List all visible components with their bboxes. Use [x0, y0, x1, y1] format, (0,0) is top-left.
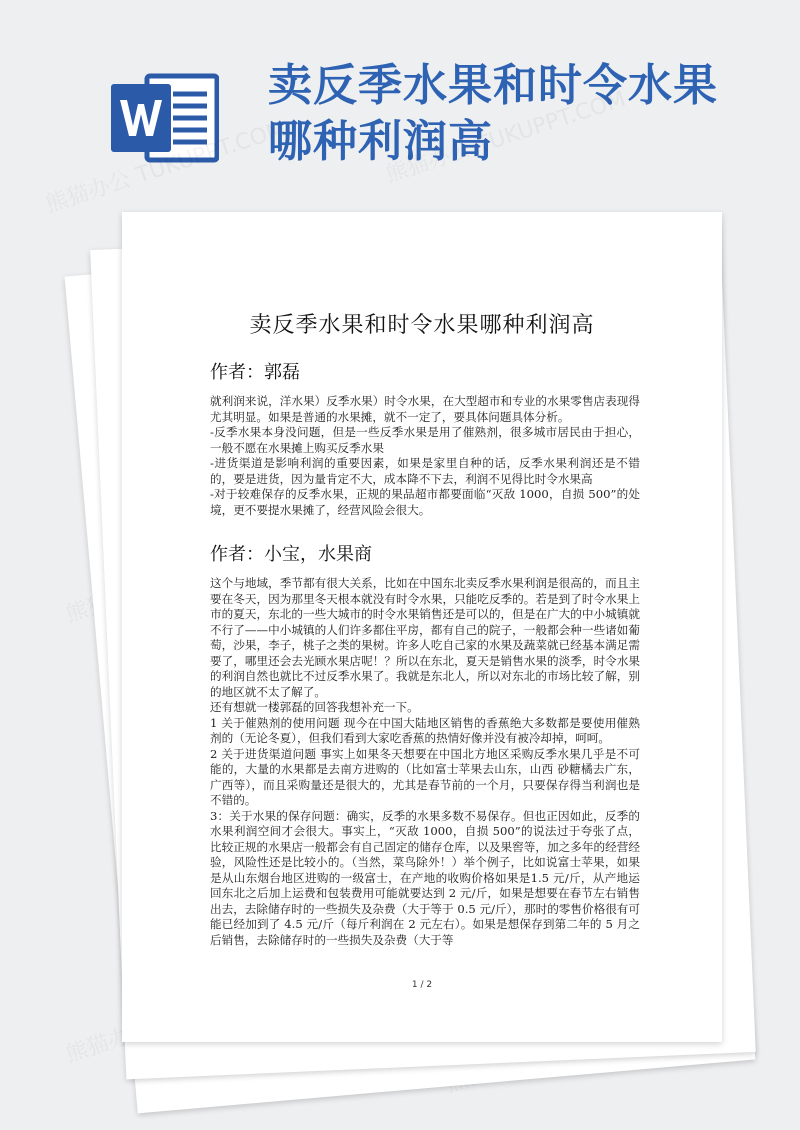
page-number: 1 / 2 [411, 980, 433, 990]
section1-body: 就利润来说，洋水果）反季水果）时令水果，在大型超市和专业的水果零售店表现得尤其明显。如果是普通的水果摊，就不一定了，要具体问题具体分析。 -反季水果本身没问题，但是一些反季水果是用了催熟剂，很多城市居民由于担心，一般不愿在水果摊上购买反季水果 -进货渠道是影响利润的重要因素，如果是家里自种的话，反季水果利润还是不错的，要是进货，因为量肯定不大，成本降不下去，利润不见得比时令水果高 -对于较难保存的反季水果，正规的果品超市都要面临“灭敌 1000，自损 500”的处境，更不要提水果摊了，经营风险会很大。 [210, 394, 640, 517]
section2-author: 作者：小宝，水果商 [210, 544, 372, 565]
document-title: 卖反季水果和时令水果哪种利润高 [249, 313, 595, 338]
promo-title-line2: 哪种利润高 [268, 116, 493, 167]
word-document-icon [111, 70, 219, 166]
promo-title-line1: 卖反季水果和时令水果 [268, 60, 718, 111]
section2-body: 这个与地域，季节都有很大关系，比如在中国东北卖反季水果利润是很高的，而且主要在冬天，因为那里冬天根本就没有时令水果，只能吃反季的。若是到了时令水果上市的夏天，东北的一些大城市的时令水果销售还是可以的，但是在广大的中小城镇就不行了——中小城镇的人们许多都住平房，都有自己的院子，一般都会种一些诸如葡萄，沙果，李子，桃子之类的果树。许多人吃自己家的水果及蔬菜就已经基本满足需要了，哪里还会去光顾水果店呢！？所以在东北，夏天是销售水果的淡季，时令水果的利润自然也就比不过反季水果了。我就是东北人，所以对东北的市场比较了解，别的地区就不太了解了。 还有想就一楼郭磊的回答我想补充一下。 1 关于催熟剂的使用问题 现今在中国大陆地区销售的香蕉绝大多数都是要使用催熟剂的（无论冬夏），但我们看到大家吃香蕉的热情好像并没有被冷却掉，呵呵。 2 关于进货渠道问题 事实上如果冬天想要在中国北方地区采购反季水果几乎是不可能的，大量的水果都是去南方进购的（比如富士苹果去山东，山西 砂糖橘去广东，广西等），而且采购量还是很大的，尤其是春节前的一个月，只要保存得当利润也是不错的。 3：关于水果的保存问题：确实，反季的水果多数不易保存。但也正因如此，反季的水果利润空间才会很大。事实上，“灭敌 1000，自损 500”的说法过于夸张了点，比较正规的水果店一般都会有自己固定的储存仓库，以及果窖等，加之多年的经营经验，风险性还是比较小的。（当然，菜鸟除外！）举个例子，比如说富士苹果，如果是从山东烟台地区进购的一级富士，在产地的收购价格如果是1.5 元/斤，从产地运回东北之后加上运费和包装费用可能就要达到 2 元/斤，如果是想要在春节左右销售出去，去除储存时的一些损失及杂费（大于等于 0.5 元/斤），那时的零售价格很有可能已经加到了 4.5 元/斤（每斤利润在 2 元左右）。如果是想保存到第二年的 5 月之后销售，去除储存时的一些损失及杂费（大于等 [210, 576, 640, 947]
section1-author: 作者：郭磊 [210, 362, 300, 383]
document-page [122, 212, 722, 1042]
promo-title [268, 58, 788, 170]
